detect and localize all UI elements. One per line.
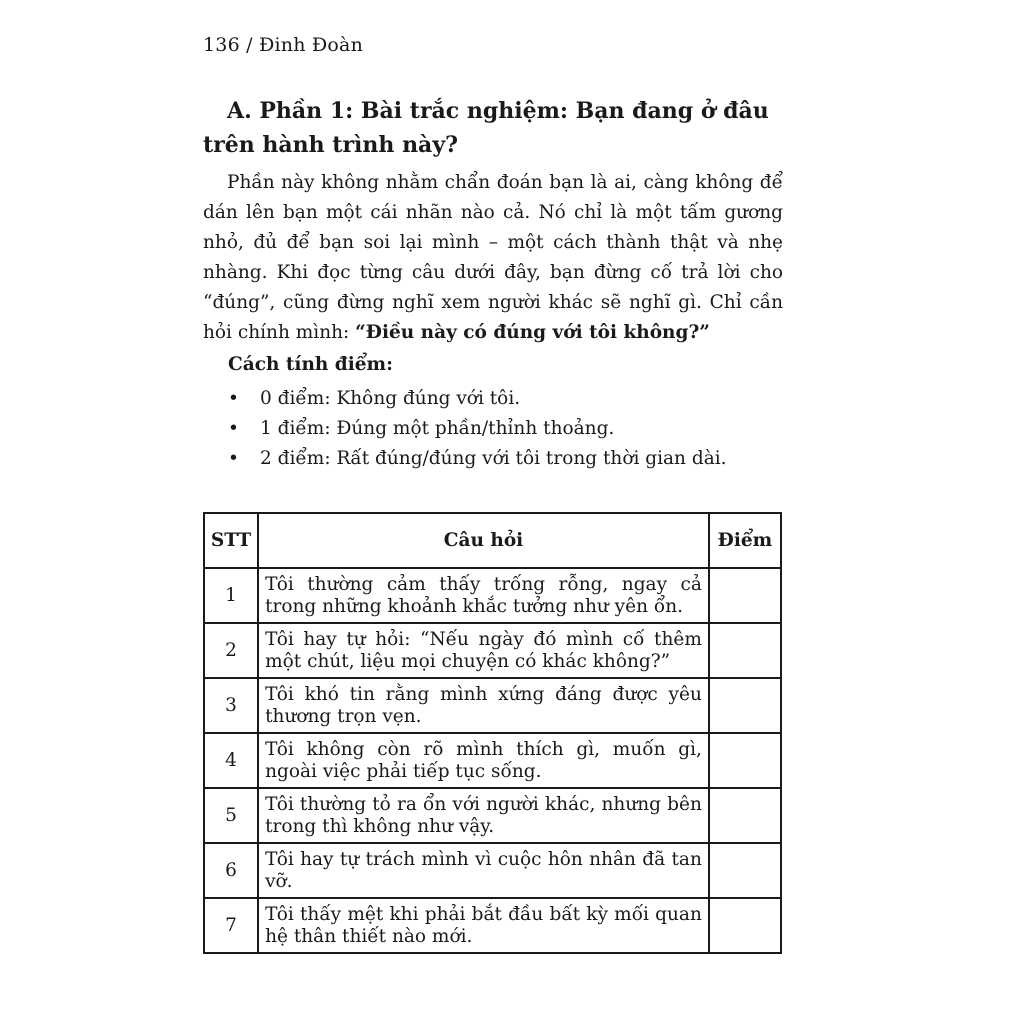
quiz-table — [203, 512, 782, 954]
header-score: Điểm — [709, 513, 781, 568]
intro-paragraph — [203, 168, 783, 348]
table-row — [204, 898, 781, 953]
section-title: A. Phần 1: Bài trắc nghiệm: Bạn đang ở đâu trên hành trình này? — [203, 98, 769, 158]
row-score-cell[interactable] — [709, 623, 781, 678]
scoring-item-text: 2 điểm: Rất đúng/đúng với tôi trong thời gian dài. — [260, 448, 727, 469]
row-score-cell[interactable] — [709, 733, 781, 788]
row-stt: 3 — [204, 678, 258, 733]
row-question: Tôi hay tự hỏi: “Nếu ngày đó mình cố thêm một chút, liệu mọi chuyện có khác không?” — [258, 623, 709, 678]
row-question: Tôi thấy mệt khi phải bắt đầu bất kỳ mối quan hệ thân thiết nào mới. — [258, 898, 709, 953]
scoring-title: Cách tính điểm: — [228, 354, 393, 375]
row-score-cell[interactable] — [709, 788, 781, 843]
table-row — [204, 843, 781, 898]
intro-text: Phần này không nhằm chẩn đoán bạn là ai, càng không để dán lên bạn một cái nhãn nào cả. Nó chỉ là một tấm gương nhỏ, đủ để bạn soi lại mình – một cách thành thật và nhẹ nhàng. Khi đọc từng câu dưới đây, bạn đừng cố trả lời cho “đúng”, cũng đừng nghĩ xem người khác sẽ nghĩ gì. Chỉ cần hỏi chính mình: — [203, 172, 783, 343]
row-stt: 1 — [204, 568, 258, 623]
intro-bold-question: “Điều này có đúng với tôi không?” — [355, 322, 710, 343]
bullet: • — [228, 418, 239, 439]
row-stt: 2 — [204, 623, 258, 678]
row-question: Tôi hay tự trách mình vì cuộc hôn nhân đã tan vỡ. — [258, 843, 709, 898]
bullet: • — [228, 388, 239, 409]
scoring-item-text: 1 điểm: Đúng một phần/thỉnh thoảng. — [260, 418, 615, 439]
bullet: • — [228, 448, 239, 469]
header-question: Câu hỏi — [258, 513, 709, 568]
row-stt: 7 — [204, 898, 258, 953]
scoring-item — [228, 384, 727, 414]
scoring-item — [228, 414, 727, 444]
table-header-row — [204, 513, 781, 568]
row-stt: 4 — [204, 733, 258, 788]
row-score-cell[interactable] — [709, 843, 781, 898]
table-row — [204, 678, 781, 733]
table-row — [204, 623, 781, 678]
header-stt: STT — [204, 513, 258, 568]
row-question: Tôi khó tin rằng mình xứng đáng được yêu thương trọn vẹn. — [258, 678, 709, 733]
row-score-cell[interactable] — [709, 568, 781, 623]
table-row — [204, 733, 781, 788]
table-row — [204, 568, 781, 623]
row-score-cell[interactable] — [709, 678, 781, 733]
page-header: 136 / Đinh Đoàn — [203, 34, 364, 56]
table-row — [204, 788, 781, 843]
row-question: Tôi thường cảm thấy trống rỗng, ngay cả trong những khoảnh khắc tưởng như yên ổn. — [258, 568, 709, 623]
scoring-item-text: 0 điểm: Không đúng với tôi. — [260, 388, 521, 409]
scoring-item — [228, 444, 727, 474]
row-stt: 6 — [204, 843, 258, 898]
scoring-list — [228, 384, 727, 474]
row-score-cell[interactable] — [709, 898, 781, 953]
row-question: Tôi thường tỏ ra ổn với người khác, nhưng bên trong thì không như vậy. — [258, 788, 709, 843]
row-stt: 5 — [204, 788, 258, 843]
row-question: Tôi không còn rõ mình thích gì, muốn gì, ngoài việc phải tiếp tục sống. — [258, 733, 709, 788]
